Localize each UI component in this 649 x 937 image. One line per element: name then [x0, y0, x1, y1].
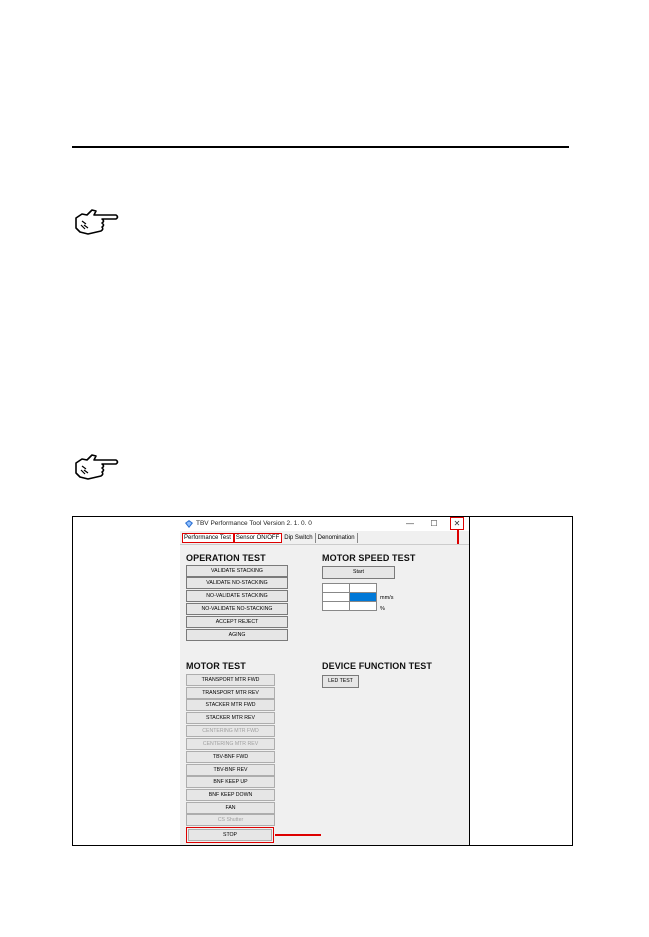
no-validate-stacking-button[interactable]: NO-VALIDATE STACKING [186, 590, 288, 602]
maximize-icon[interactable]: ☐ [430, 519, 438, 528]
stop-button[interactable]: STOP [188, 829, 272, 841]
note-pointing-hand-icon-2 [74, 449, 120, 483]
close-callout-line [457, 530, 459, 544]
transport-mtr-rev-button[interactable]: TRANSPORT MTR REV [186, 687, 275, 699]
led-test-button[interactable]: LED TEST [322, 675, 359, 688]
motor-test-heading: MOTOR TEST [186, 661, 246, 671]
horizontal-rule [72, 146, 569, 148]
tbv-performance-tool-window [180, 517, 469, 845]
start-button[interactable]: Start [322, 566, 395, 579]
stacker-mtr-fwd-button[interactable]: STACKER MTR FWD [186, 699, 275, 711]
bnf-keep-down-button[interactable]: BNF KEEP DOWN [186, 789, 275, 801]
no-validate-no-stacking-button[interactable]: NO-VALIDATE NO-STACKING [186, 603, 288, 615]
tab-divider [180, 544, 469, 545]
stop-highlight-box [186, 827, 274, 843]
tab-bar [182, 533, 358, 544]
device-function-test-heading: DEVICE FUNCTION TEST [322, 661, 433, 671]
stacker-mtr-rev-button[interactable]: STACKER MTR REV [186, 712, 275, 724]
fan-button[interactable]: FAN [186, 802, 275, 814]
window-title: TBV Performance Tool Version 2. 1. 0. 0 [196, 520, 312, 527]
centering-mtr-rev-button: CENTERING MTR REV [186, 738, 275, 750]
stop-callout-line [275, 834, 321, 836]
cs-shutter-button: CS Shutter [186, 814, 275, 826]
app-icon [185, 520, 193, 528]
tbv-bnf-rev-button[interactable]: TBV-BNF REV [186, 764, 275, 776]
close-icon[interactable]: ✕ [453, 519, 461, 528]
minimize-icon[interactable]: — [406, 519, 414, 528]
title-bar [180, 517, 469, 531]
aging-button[interactable]: AGING [186, 629, 288, 641]
tab-sensor-on-off[interactable]: Sensor ON/OFF [234, 533, 282, 543]
tab-performance-test[interactable]: Performance Test [182, 533, 234, 543]
speed-cell-percent[interactable] [349, 601, 377, 611]
unit-percent: % [380, 606, 385, 612]
validate-stacking-button[interactable]: VALIDATE STACKING [186, 565, 288, 577]
tbv-bnf-fwd-button[interactable]: TBV-BNF FWD [186, 751, 275, 763]
tab-denomination[interactable]: Denomination [316, 533, 358, 543]
accept-reject-button[interactable]: ACCEPT REJECT [186, 616, 288, 628]
operation-test-heading: OPERATION TEST [186, 553, 266, 563]
speed-cell-label-3 [322, 601, 350, 611]
note-pointing-hand-icon [74, 204, 120, 238]
bnf-keep-up-button[interactable]: BNF KEEP UP [186, 776, 275, 788]
tab-dip-switch[interactable]: Dip Switch [282, 533, 315, 543]
validate-no-stacking-button[interactable]: VALIDATE NO-STACKING [186, 577, 288, 589]
transport-mtr-fwd-button[interactable]: TRANSPORT MTR FWD [186, 674, 275, 686]
close-highlight-box [450, 517, 464, 530]
unit-mm-per-s: mm/s [380, 595, 394, 601]
motor-speed-test-heading: MOTOR SPEED TEST [322, 553, 416, 563]
frame-divider-right [469, 517, 470, 845]
centering-mtr-fwd-button: CENTERING MTR FWD [186, 725, 275, 737]
